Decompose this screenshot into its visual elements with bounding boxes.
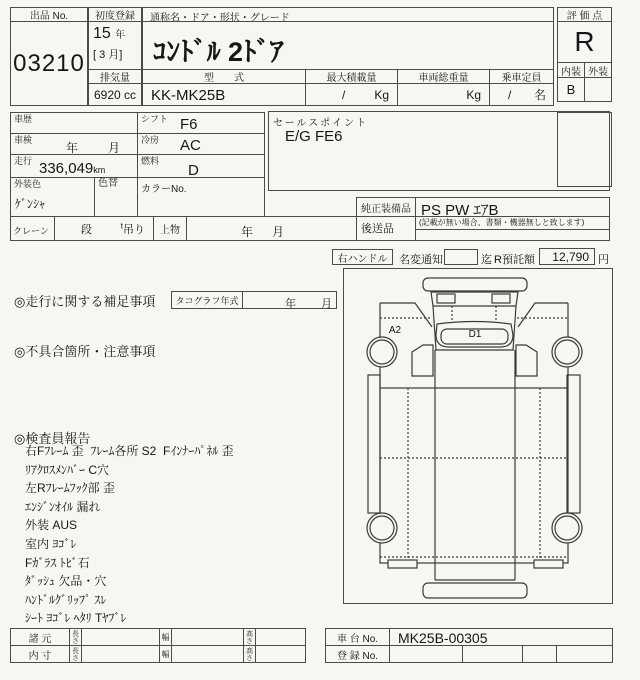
defect-note-title: ◎不具合箇所・注意事項 <box>14 344 156 359</box>
shift-label: シフト <box>141 114 169 124</box>
name-change-label: 名変通知 <box>399 254 443 266</box>
fuel-cell <box>137 154 265 178</box>
width-label: 幅 <box>159 628 172 646</box>
model-code-header: 型 式 <box>142 69 306 84</box>
lot-number: 03210 <box>10 21 88 106</box>
made-label: 迄 <box>481 254 492 266</box>
width-value <box>171 628 244 646</box>
items-to-follow-label: 後送品 <box>356 216 416 241</box>
vehicle-name: ｺﾝﾄﾞﾙ 2ﾄﾞｱ <box>142 21 554 70</box>
color-no-cell <box>137 177 265 217</box>
registration-no-cell-4 <box>556 645 613 663</box>
yen-label: 円 <box>598 254 609 266</box>
crane-value-cell <box>54 216 154 241</box>
fuel-value: D <box>188 162 199 179</box>
aircon-label: 冷房 <box>141 135 160 145</box>
right-handle-badge: 右ハンドル <box>332 249 393 265</box>
inner-length-value <box>81 645 160 663</box>
items-to-follow-note: (記載が無い場合、書類・機器無しと致します) <box>416 217 609 230</box>
gross-weight-value: Kg <box>397 83 490 106</box>
lot-number-header: 出品 No. <box>10 7 88 22</box>
items-to-follow-cell <box>415 216 610 241</box>
capacity-header: 乗車定員 <box>489 69 554 84</box>
registration-no-label: 登 録 No. <box>325 645 390 663</box>
capacity-unit: 名 <box>533 88 546 102</box>
damage-marker-d1: D1 <box>468 329 482 340</box>
inner-width-value <box>171 645 244 663</box>
inspector-report-line: 右Fﾌﾚｰﾑ 歪 ﾌﾚｰﾑ各所 S2 Fｲﾝﾅｰﾊﾟﾈﾙ 歪 <box>25 444 234 458</box>
payload-header: 最大積載量 <box>305 69 398 84</box>
first-reg-month: [ 3 月] <box>93 49 123 61</box>
inspector-report-lines <box>25 442 345 628</box>
truck-top-view-diagram <box>343 268 613 604</box>
damage-marker-a2: A2 <box>388 325 402 336</box>
aircon-value: AC <box>180 137 201 154</box>
crane-dan-label: 段 <box>81 223 92 236</box>
inspector-report-line: Fｶﾞﾗｽ ﾄﾋﾞ石 <box>25 555 90 570</box>
capacity-slash: / <box>508 87 512 102</box>
inspector-report-line: ｼｰﾄ ﾖｺﾞﾚ ﾍﾀﾘ Tﾔﾌﾞﾚ <box>25 611 127 626</box>
inner-height-value <box>255 645 306 663</box>
exterior-grade-value <box>584 77 612 102</box>
mileage-cell <box>10 154 138 178</box>
mileage-label: 走行 <box>14 156 33 166</box>
sales-point-value: E/G FE6 <box>285 128 343 145</box>
height-value <box>255 628 306 646</box>
registration-no-cell-2 <box>462 645 523 663</box>
registration-no-cell-3 <box>522 645 557 663</box>
payload-unit: Kg <box>374 87 389 102</box>
vehicle-name-header: 通称名・ドア・形状・グレード <box>142 7 554 22</box>
payload-value <box>305 83 398 106</box>
inspection-cell <box>10 133 138 155</box>
exterior-color-label: 外装色 <box>14 179 42 189</box>
grade-value: R <box>557 21 612 63</box>
interior-grade-header: 内装 <box>557 62 585 78</box>
inspector-report-line: 室内 ﾖｺﾞﾚ <box>25 536 77 551</box>
inspection-year: 年 <box>66 141 79 155</box>
length-label: 長さ <box>69 628 82 646</box>
mileage-note-title: ◎走行に関する補足事項 <box>14 294 156 309</box>
body-type-year: 年 <box>241 225 254 239</box>
height-label: 高さ <box>243 628 256 646</box>
damage-diagram-panel <box>343 268 613 604</box>
first-reg-year: 15 <box>93 25 111 42</box>
exterior-color-cell <box>10 177 95 217</box>
registration-no-cell-1 <box>389 645 463 663</box>
mileage-unit: km <box>93 165 106 175</box>
chassis-no-label: 車 台 No. <box>325 628 390 646</box>
equipment-label: 純正装備品 <box>356 197 416 217</box>
inspector-report-line: ﾊﾝﾄﾞﾙｸﾞﾘｯﾌﾟ ｽﾚ <box>25 592 107 607</box>
sales-point-box <box>268 111 610 191</box>
exterior-grade-header: 外装 <box>584 62 612 78</box>
shift-value: F6 <box>180 116 198 133</box>
gross-weight-header: 車両総重量 <box>397 69 490 84</box>
recolor-cell <box>94 177 138 217</box>
crane-label: クレーン <box>13 226 49 236</box>
interior-grade-value: B <box>557 77 585 102</box>
displacement-header: 排気量 <box>88 69 142 84</box>
dimensions-label: 諸 元 <box>10 628 70 646</box>
color-no-label: カラーNo. <box>141 184 187 195</box>
inspection-month: 月 <box>108 141 121 155</box>
inspector-report-line: ﾘｱｸﾛｽﾒﾝﾊﾞｰ C穴 <box>25 462 110 477</box>
inspector-report-line: 外装 AUS <box>25 518 78 533</box>
name-change-box <box>444 249 478 265</box>
grade-header: 評 価 点 <box>557 7 612 22</box>
displacement-value: 6920 cc <box>88 83 142 106</box>
crane-tsuri-label: $^t$吊り <box>120 220 145 236</box>
first-registration-header: 初度登録 <box>88 7 142 22</box>
mileage-value: 336,049km <box>39 160 106 177</box>
body-type-label: 上物 <box>153 216 187 241</box>
shift-cell <box>137 112 265 134</box>
body-type-month: 月 <box>272 225 285 239</box>
tachograph-label: タコグラフ年式 <box>171 291 243 309</box>
capacity-value <box>489 83 554 106</box>
crane-label-cell <box>10 216 55 241</box>
inner-width-label: 幅 <box>159 645 172 663</box>
inner-length-label: 長さ <box>69 645 82 663</box>
history-label: 車歴 <box>14 114 33 124</box>
inspector-report-line: ﾀﾞｯｼｭ 欠品・穴 <box>25 574 107 589</box>
first-registration-value <box>88 21 142 70</box>
tachograph-value-cell <box>242 291 337 309</box>
model-code: KK-MK25B <box>142 83 306 106</box>
deposit-value: 12,790 <box>539 248 595 265</box>
exterior-color-value: ｹﾞﾝｼｬ <box>15 197 46 211</box>
inner-dimensions-label: 内 寸 <box>10 645 70 663</box>
sales-point-label: セールスポイント <box>273 118 369 129</box>
body-type-value-cell <box>186 216 357 241</box>
chassis-no-value: MK25B-00305 <box>389 628 613 646</box>
equipment-value: PS PW ｴｱB <box>415 197 610 217</box>
deposit-label: R預託額 <box>494 254 535 266</box>
history-cell <box>10 112 138 134</box>
inspector-report-title: ◎検査員報告 <box>14 431 91 446</box>
tachograph-month: 月 <box>321 298 332 310</box>
inspector-report-line: 左Rﾌﾚｰﾑﾌｯｸ部 歪 <box>25 481 116 496</box>
aircon-cell <box>137 133 265 155</box>
inspection-label: 車検 <box>14 135 33 145</box>
inner-height-label: 高さ <box>243 645 256 663</box>
fuel-label: 燃料 <box>141 156 160 166</box>
recolor-label: 色替 <box>98 178 118 189</box>
first-reg-year-unit: 年 <box>115 30 126 41</box>
length-value <box>81 628 160 646</box>
payload-slash: / <box>342 87 346 102</box>
inspector-report-line: ｴﾝｼﾞﾝｵｲﾙ 漏れ <box>25 499 101 514</box>
tachograph-year: 年 <box>285 298 296 310</box>
